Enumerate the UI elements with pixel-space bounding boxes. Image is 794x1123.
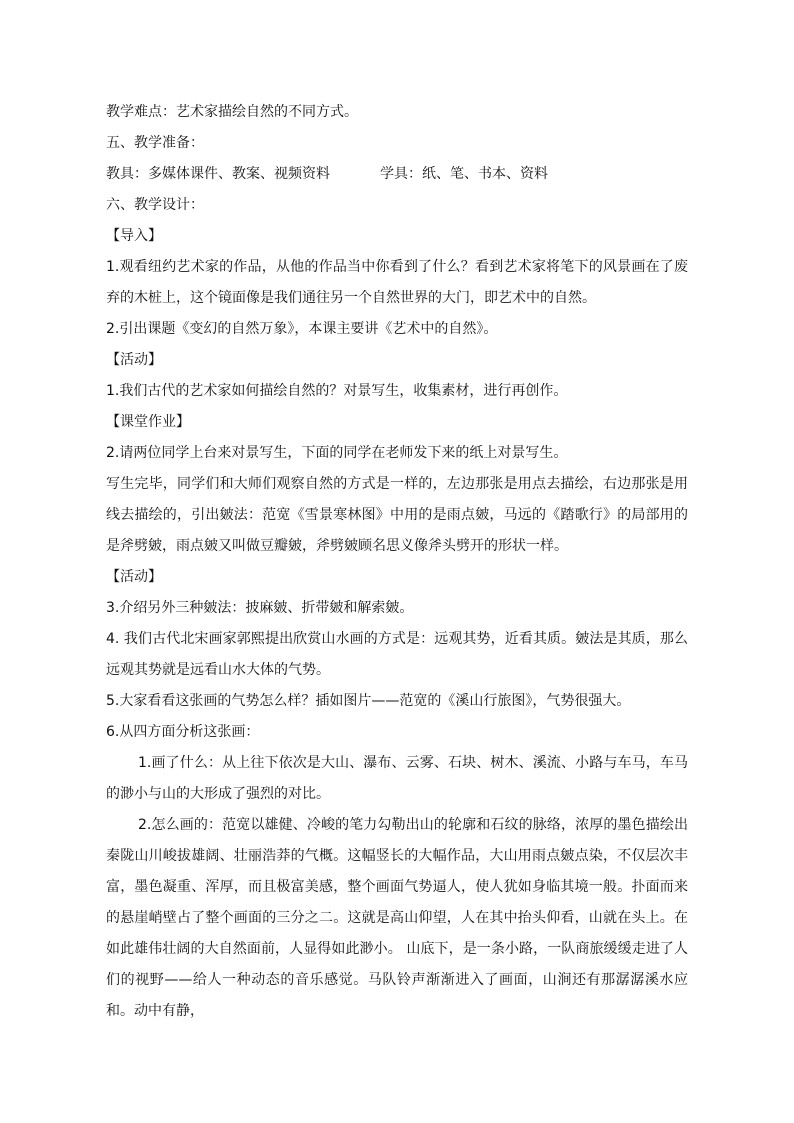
paragraph-activity-5: 5.大家看看这张画的气势怎么样？插如图片——范宽的《溪山行旅图》，气势很强大。 bbox=[106, 693, 631, 709]
section-6-title: 六、教学设计： bbox=[106, 197, 204, 213]
document-page bbox=[106, 97, 688, 1027]
student-tools: 学具：纸、笔、书本、资料 bbox=[380, 166, 548, 182]
heading-activity-2: 【活动】 bbox=[106, 569, 162, 585]
teaching-difficulty: 教学难点：艺术家描绘自然的不同方式。 bbox=[106, 104, 358, 120]
paragraph-classwork-2: 写生完毕，同学们和大师们观察自然的方式是一样的，左边那张是用点去描绘，右边那张是用线去描绘的，引出皴法：范宽《雪景寒林图》中用的是雨点皴，马远的《踏歌行》的局部用的是斧劈皴，雨点皴又叫做豆瓣皴，斧劈皴顾名思义像斧头劈开的形状一样。 bbox=[106, 476, 688, 554]
paragraph-activity-3: 3.介绍另外三种皴法：披麻皴、折带皴和解索皴。 bbox=[106, 600, 414, 616]
teacher-tools: 教具：多媒体课件、教案、视频资料 bbox=[106, 166, 330, 182]
section-5-title: 五、教学准备： bbox=[106, 135, 204, 151]
paragraph-activity-6: 6.从四方面分析这张画： bbox=[106, 724, 260, 740]
paragraph-analysis-1: 1.画了什么：从上往下依次是大山、瀑布、云雾、石块、树木、溪流、小路与车马，车马的渺小与山的大形成了强烈的对比。 bbox=[106, 755, 688, 802]
heading-classwork: 【课堂作业】 bbox=[106, 414, 190, 430]
paragraph-classwork-1: 2.请两位同学上台来对景写生，下面的同学在老师发下来的纸上对景写生。 bbox=[106, 445, 568, 461]
paragraph-intro-2: 2.引出课题《变幻的自然万象》，本课主要讲《艺术中的自然》。 bbox=[106, 321, 498, 337]
teaching-tools-line bbox=[106, 159, 688, 190]
paragraph-activity-4: 4. 我们古代北宋画家郭熙提出欣赏山水画的方式是：远观其势，近看其质。皴法是其质，那么远观其势就是远看山水大体的气势。 bbox=[106, 631, 688, 678]
paragraph-activity-1: 1.我们古代的艺术家如何描绘自然的？对景写生，收集素材，进行再创作。 bbox=[106, 383, 568, 399]
heading-intro: 【导入】 bbox=[106, 228, 162, 244]
paragraph-analysis-2: 2.怎么画的：范宽以雄健、冷峻的笔力勾勒出山的轮廓和石纹的脉络，浓厚的墨色描绘出秦陇山川峻拔雄阔、壮丽浩莽的气概。这幅竖长的大幅作品，大山用雨点皴点染，不仅层次丰富，墨色凝重、浑厚，而且极富美感，整个画面气势逼人，使人犹如身临其境一般。扑面而来的悬崖峭壁占了整个画面的三分之二。这就是高山仰望，人在其中抬头仰看，山就在头上。在如此雄伟壮阔的大自然面前，人显得如此渺小。 山底下，是一条小路，一队商旅缓缓走进了人们的视野——给人一种动态的音乐感觉。马队铃声渐渐进入了画面，山涧还有那潺潺溪水应和。动中有静， bbox=[106, 817, 688, 1019]
heading-activity: 【活动】 bbox=[106, 352, 162, 368]
paragraph-intro-1: 1.观看纽约艺术家的作品，从他的作品当中你看到了什么？看到艺术家将笔下的风景画在了废弃的木桩上，这个镜面像是我们通往另一个自然世界的大门，即艺术中的自然。 bbox=[106, 259, 688, 306]
